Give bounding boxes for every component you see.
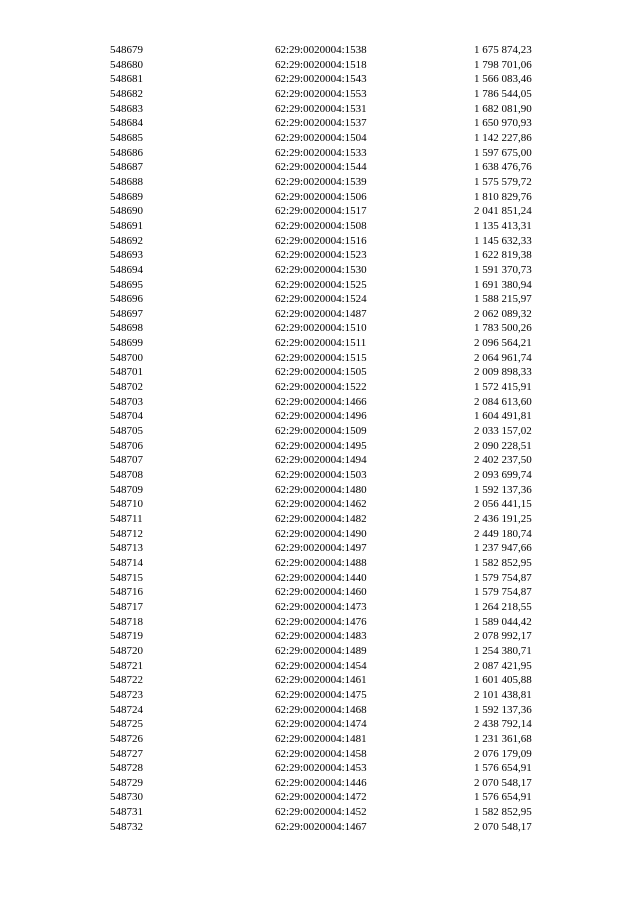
row-number: 548712 (110, 527, 143, 540)
cadastral-number: 62:29:0020004:1525 (275, 278, 367, 291)
cadastral-number: 62:29:0020004:1538 (275, 44, 367, 56)
cadastral-value: 1 589 044,42 (474, 615, 532, 628)
table-row (0, 673, 640, 688)
cadastral-number: 62:29:0020004:1475 (275, 688, 367, 701)
cadastral-number: 62:29:0020004:1440 (275, 571, 367, 584)
table-row (0, 644, 640, 659)
table-row (0, 263, 640, 278)
row-number: 548725 (110, 718, 143, 731)
row-number: 548732 (110, 820, 143, 833)
row-number: 548685 (110, 131, 143, 144)
table-row (0, 395, 640, 410)
table-row (0, 790, 640, 805)
cadastral-value: 1 576 654,91 (474, 791, 532, 804)
cadastral-number: 62:29:0020004:1495 (275, 439, 367, 452)
row-number: 548679 (110, 44, 143, 56)
cadastral-number: 62:29:0020004:1497 (275, 542, 367, 555)
table-row (0, 248, 640, 263)
cadastral-value: 2 438 792,14 (474, 718, 532, 731)
cadastral-value: 2 062 089,32 (474, 307, 532, 320)
table-row (0, 116, 640, 131)
cadastral-value: 1 582 852,95 (474, 806, 532, 819)
cadastral-value: 1 638 476,76 (474, 161, 532, 174)
cadastral-value: 2 076 179,09 (474, 747, 532, 760)
row-number: 548694 (110, 263, 143, 276)
table-row (0, 321, 640, 336)
row-number: 548719 (110, 630, 143, 643)
cadastral-value: 2 041 851,24 (474, 205, 532, 218)
row-number: 548683 (110, 102, 143, 115)
cadastral-value: 2 064 961,74 (474, 351, 532, 364)
cadastral-number: 62:29:0020004:1483 (275, 630, 367, 643)
cadastral-value: 1 145 632,33 (474, 234, 532, 247)
table-row (0, 175, 640, 190)
table-row (0, 453, 640, 468)
table-row (0, 336, 640, 351)
row-number: 548723 (110, 688, 143, 701)
cadastral-number: 62:29:0020004:1462 (275, 498, 367, 511)
cadastral-value: 1 592 137,36 (474, 703, 532, 716)
row-number: 548720 (110, 644, 143, 657)
row-number: 548716 (110, 586, 143, 599)
cadastral-number: 62:29:0020004:1454 (275, 659, 367, 672)
cadastral-value: 1 582 852,95 (474, 556, 532, 569)
table-row (0, 688, 640, 703)
cadastral-value: 1 604 491,81 (474, 410, 532, 423)
cadastral-number: 62:29:0020004:1530 (275, 263, 367, 276)
table-row (0, 497, 640, 512)
table-row (0, 805, 640, 820)
table-row (0, 468, 640, 483)
table-row (0, 160, 640, 175)
table-row (0, 72, 640, 87)
table-row (0, 351, 640, 366)
table-row (0, 380, 640, 395)
cadastral-value: 1 601 405,88 (474, 674, 532, 687)
row-number: 548690 (110, 205, 143, 218)
row-number: 548701 (110, 366, 143, 379)
cadastral-value: 1 572 415,91 (474, 381, 532, 394)
row-number: 548715 (110, 571, 143, 584)
cadastral-number: 62:29:0020004:1509 (275, 425, 367, 438)
cadastral-value: 2 070 548,17 (474, 776, 532, 789)
row-number: 548731 (110, 806, 143, 819)
row-number: 548682 (110, 87, 143, 100)
row-number: 548730 (110, 791, 143, 804)
cadastral-number: 62:29:0020004:1474 (275, 718, 367, 731)
row-number: 548727 (110, 747, 143, 760)
cadastral-value: 2 090 228,51 (474, 439, 532, 452)
row-number: 548724 (110, 703, 143, 716)
row-number: 548689 (110, 190, 143, 203)
cadastral-value: 2 009 898,33 (474, 366, 532, 379)
cadastral-number: 62:29:0020004:1524 (275, 293, 367, 306)
row-number: 548692 (110, 234, 143, 247)
row-number: 548726 (110, 732, 143, 745)
cadastral-number: 62:29:0020004:1531 (275, 102, 367, 115)
row-number: 548709 (110, 483, 143, 496)
cadastral-number: 62:29:0020004:1505 (275, 366, 367, 379)
cadastral-value: 2 056 441,15 (474, 498, 532, 511)
cadastral-value: 1 231 361,68 (474, 732, 532, 745)
cadastral-number: 62:29:0020004:1522 (275, 381, 367, 394)
cadastral-value: 1 622 819,38 (474, 249, 532, 262)
table-row (0, 146, 640, 161)
cadastral-value: 1 783 500,26 (474, 322, 532, 335)
row-number: 548718 (110, 615, 143, 628)
cadastral-number: 62:29:0020004:1506 (275, 190, 367, 203)
row-number: 548711 (110, 513, 143, 525)
row-number: 548703 (110, 395, 143, 408)
cadastral-value: 1 650 970,93 (474, 117, 532, 130)
table-row (0, 365, 640, 380)
cadastral-value: 2 436 191,25 (474, 513, 532, 525)
cadastral-value: 1 810 829,76 (474, 190, 532, 203)
table-row (0, 131, 640, 146)
cadastral-number: 62:29:0020004:1490 (275, 527, 367, 540)
row-number: 548696 (110, 293, 143, 306)
table-row (0, 190, 640, 205)
table-row (0, 58, 640, 73)
cadastral-number: 62:29:0020004:1458 (275, 747, 367, 760)
row-number: 548684 (110, 117, 143, 130)
table-row (0, 483, 640, 498)
cadastral-number: 62:29:0020004:1518 (275, 58, 367, 71)
row-number: 548714 (110, 556, 143, 569)
cadastral-number: 62:29:0020004:1510 (275, 322, 367, 335)
cadastral-number: 62:29:0020004:1523 (275, 249, 367, 262)
table-row (0, 43, 640, 58)
cadastral-value: 2 402 237,50 (474, 454, 532, 467)
table-row (0, 732, 640, 747)
cadastral-value: 2 449 180,74 (474, 527, 532, 540)
cadastral-value: 1 592 137,36 (474, 483, 532, 496)
cadastral-value: 1 576 654,91 (474, 762, 532, 775)
cadastral-value: 1 135 413,31 (474, 219, 532, 232)
cadastral-value: 1 675 874,23 (474, 44, 532, 56)
cadastral-number: 62:29:0020004:1480 (275, 483, 367, 496)
table-row (0, 761, 640, 776)
cadastral-number: 62:29:0020004:1473 (275, 600, 367, 613)
table-row (0, 439, 640, 454)
table-row (0, 703, 640, 718)
row-number: 548680 (110, 58, 143, 71)
table-row (0, 102, 640, 117)
cadastral-number: 62:29:0020004:1452 (275, 806, 367, 819)
table-row (0, 292, 640, 307)
cadastral-number: 62:29:0020004:1515 (275, 351, 367, 364)
cadastral-number: 62:29:0020004:1544 (275, 161, 367, 174)
cadastral-number: 62:29:0020004:1488 (275, 556, 367, 569)
cadastral-number: 62:29:0020004:1508 (275, 219, 367, 232)
cadastral-value: 2 070 548,17 (474, 820, 532, 833)
row-number: 548708 (110, 469, 143, 482)
table-row (0, 629, 640, 644)
table-row (0, 776, 640, 791)
table-row (0, 87, 640, 102)
cadastral-number: 62:29:0020004:1476 (275, 615, 367, 628)
table-row (0, 424, 640, 439)
cadastral-number: 62:29:0020004:1543 (275, 73, 367, 86)
cadastral-value: 2 078 992,17 (474, 630, 532, 643)
cadastral-value: 1 597 675,00 (474, 146, 532, 159)
cadastral-number: 62:29:0020004:1468 (275, 703, 367, 716)
row-number: 548693 (110, 249, 143, 262)
cadastral-number: 62:29:0020004:1472 (275, 791, 367, 804)
table-row (0, 820, 640, 835)
table-row (0, 409, 640, 424)
row-number: 548717 (110, 600, 143, 613)
cadastral-value: 1 254 380,71 (474, 644, 532, 657)
table-row (0, 717, 640, 732)
cadastral-number: 62:29:0020004:1504 (275, 131, 367, 144)
cadastral-number: 62:29:0020004:1481 (275, 732, 367, 745)
table-row (0, 659, 640, 674)
row-number: 548687 (110, 161, 143, 174)
cadastral-value: 2 087 421,95 (474, 659, 532, 672)
cadastral-value: 1 237 947,66 (474, 542, 532, 555)
cadastral-number: 62:29:0020004:1553 (275, 87, 367, 100)
cadastral-number: 62:29:0020004:1496 (275, 410, 367, 423)
cadastral-number: 62:29:0020004:1489 (275, 644, 367, 657)
table-row (0, 615, 640, 630)
table-row (0, 541, 640, 556)
cadastral-number: 62:29:0020004:1482 (275, 513, 367, 525)
row-number: 548695 (110, 278, 143, 291)
cadastral-number: 62:29:0020004:1494 (275, 454, 367, 467)
table-row (0, 556, 640, 571)
cadastral-number: 62:29:0020004:1446 (275, 776, 367, 789)
cadastral-value: 1 786 544,05 (474, 87, 532, 100)
cadastral-number: 62:29:0020004:1503 (275, 469, 367, 482)
cadastral-number: 62:29:0020004:1533 (275, 146, 367, 159)
cadastral-value: 1 264 218,55 (474, 600, 532, 613)
cadastral-value: 1 579 754,87 (474, 571, 532, 584)
cadastral-number: 62:29:0020004:1487 (275, 307, 367, 320)
table-row (0, 307, 640, 322)
table-row (0, 600, 640, 615)
row-number: 548698 (110, 322, 143, 335)
cadastral-number: 62:29:0020004:1453 (275, 762, 367, 775)
cadastral-value: 2 096 564,21 (474, 337, 532, 350)
cadastral-number: 62:29:0020004:1537 (275, 117, 367, 130)
row-number: 548699 (110, 337, 143, 350)
table-row (0, 571, 640, 586)
cadastral-value: 1 566 083,46 (474, 73, 532, 86)
row-number: 548705 (110, 425, 143, 438)
table-row (0, 527, 640, 542)
cadastral-value: 1 691 380,94 (474, 278, 532, 291)
table-row (0, 585, 640, 600)
row-number: 548691 (110, 219, 143, 232)
row-number: 548700 (110, 351, 143, 364)
table-row (0, 219, 640, 234)
cadastral-value: 1 142 227,86 (474, 131, 532, 144)
document-table (0, 43, 640, 834)
cadastral-number: 62:29:0020004:1461 (275, 674, 367, 687)
cadastral-number: 62:29:0020004:1517 (275, 205, 367, 218)
row-number: 548713 (110, 542, 143, 555)
cadastral-value: 2 093 699,74 (474, 469, 532, 482)
cadastral-number: 62:29:0020004:1539 (275, 175, 367, 188)
cadastral-value: 1 588 215,97 (474, 293, 532, 306)
table-row (0, 204, 640, 219)
row-number: 548710 (110, 498, 143, 511)
row-number: 548697 (110, 307, 143, 320)
cadastral-value: 1 591 370,73 (474, 263, 532, 276)
row-number: 548702 (110, 381, 143, 394)
cadastral-value: 2 101 438,81 (474, 688, 532, 701)
row-number: 548722 (110, 674, 143, 687)
row-number: 548728 (110, 762, 143, 775)
cadastral-number: 62:29:0020004:1460 (275, 586, 367, 599)
row-number: 548707 (110, 454, 143, 467)
cadastral-value: 2 033 157,02 (474, 425, 532, 438)
cadastral-number: 62:29:0020004:1467 (275, 820, 367, 833)
row-number: 548721 (110, 659, 143, 672)
table-row (0, 234, 640, 249)
row-number: 548686 (110, 146, 143, 159)
cadastral-number: 62:29:0020004:1516 (275, 234, 367, 247)
cadastral-value: 2 084 613,60 (474, 395, 532, 408)
cadastral-number: 62:29:0020004:1466 (275, 395, 367, 408)
table-row (0, 747, 640, 762)
cadastral-number: 62:29:0020004:1511 (275, 337, 367, 350)
row-number: 548706 (110, 439, 143, 452)
table-row (0, 278, 640, 293)
table-row (0, 512, 640, 527)
row-number: 548688 (110, 175, 143, 188)
cadastral-value: 1 798 701,06 (474, 58, 532, 71)
row-number: 548704 (110, 410, 143, 423)
row-number: 548729 (110, 776, 143, 789)
cadastral-value: 1 579 754,87 (474, 586, 532, 599)
cadastral-value: 1 575 579,72 (474, 175, 532, 188)
row-number: 548681 (110, 73, 143, 86)
cadastral-value: 1 682 081,90 (474, 102, 532, 115)
